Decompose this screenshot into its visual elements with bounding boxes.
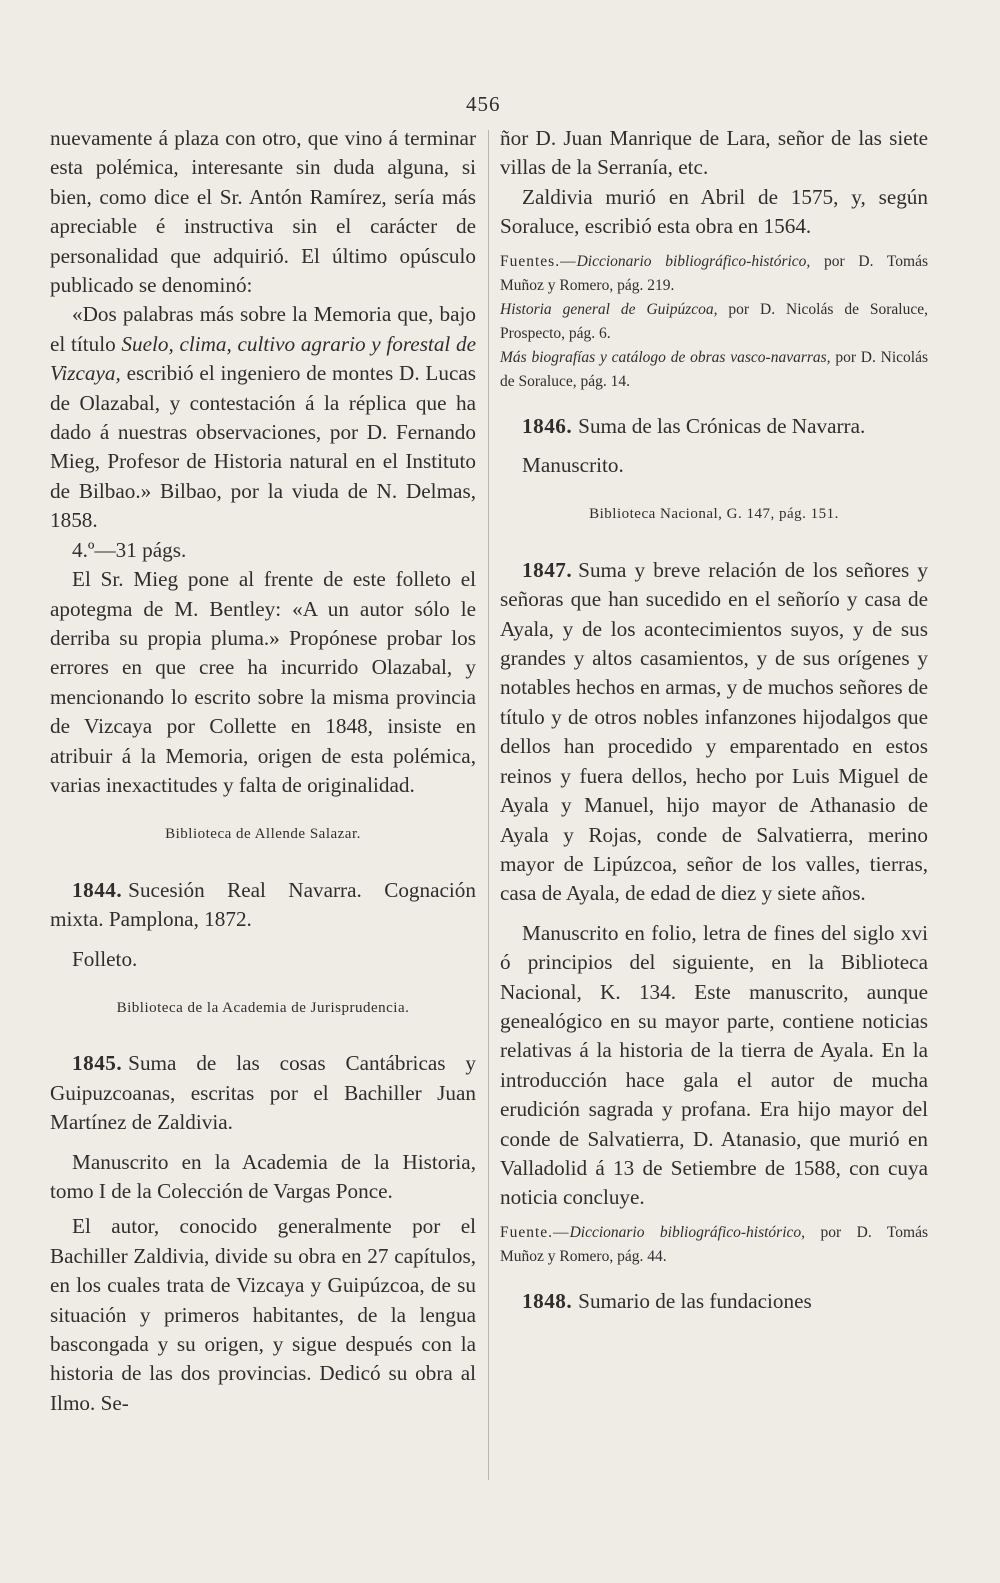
entry-1848 bbox=[500, 1287, 928, 1316]
italic-title: Suelo, clima, cultivo agrario y forestal de Vizcaya, bbox=[50, 331, 476, 386]
italic-title: Diccionario bibliográfico-histórico, bbox=[569, 1223, 806, 1241]
entry-type: Folleto. bbox=[72, 946, 138, 971]
entry-number: 1844. bbox=[72, 877, 123, 902]
right-column bbox=[500, 124, 928, 1316]
paragraph: Zaldivia murió en Abril de 1575, y, según Soraluce, escribió esta obra en 1564. bbox=[500, 184, 928, 239]
paragraph: Manuscrito en folio, letra de fines del siglo xvi ó principios del siguiente, en la Biblioteca Nacional, K. 134. Este manuscrito, aunque genealógico en su mayor parte, contiene noticias relativas á la historia de la tierra de Ayala. En la introducción hace gala el autor de mucha erudición sagrada y profana. Era hijo mayor del conde de Salvatierra, D. Atanasio, que murió en Valladolid á 13 de Setiembre de 1588, con cuya noticia concluye. bbox=[500, 920, 928, 1210]
text-run: por D. Nicolás de Soraluce, pág. 14. bbox=[500, 348, 928, 390]
italic-title: Más biografías y catálogo de obras vasco-navarras, bbox=[500, 348, 831, 366]
paragraph: Manuscrito en la Academia de la Historia, tomo I de la Colección de Vargas Ponce. bbox=[50, 1149, 476, 1203]
text-run: por D. Nicolás de Soraluce, Prospecto, pág. 6. bbox=[500, 300, 928, 342]
entry-number: 1846. bbox=[522, 413, 573, 438]
text-run: por D. Tomás Muñoz y Romero, pág. 44. bbox=[500, 1223, 928, 1265]
entry-title: Suma de las cosas Cantábricas y Guipuzcoanas, escritas por el Bachiller Juan Martínez de Zaldivia. bbox=[50, 1051, 476, 1135]
text-run: escribió el ingeniero de montes D. Lucas de Olazabal, y contestación á la réplica que ha dado á nuestras observaciones, por D. Fernando Mieg, Profesor de Historia natural en el Instituto de Bilbao.» Bilbao, por la viuda de N. Delmas, 1858. bbox=[50, 361, 476, 533]
entry-title: Sumario de las fundaciones bbox=[578, 1288, 812, 1313]
italic-title: Historia general de Guipúzcoa, bbox=[500, 300, 718, 318]
entry-1844 bbox=[50, 876, 476, 935]
source-note: Biblioteca de Allende Salazar. bbox=[165, 826, 361, 843]
source-note: Biblioteca Nacional, G. 147, pág. 151. bbox=[589, 506, 839, 523]
entry-1846 bbox=[500, 412, 928, 441]
paragraph: ñor D. Juan Manrique de Lara, señor de las siete villas de la Serranía, etc. bbox=[500, 126, 928, 180]
fuentes-note bbox=[500, 298, 928, 346]
fuentes-label: Fuentes.— bbox=[500, 252, 577, 270]
page-number: 456 bbox=[466, 92, 501, 116]
fuentes-label: Fuente.— bbox=[500, 1223, 570, 1241]
fuentes-note bbox=[500, 346, 928, 394]
paragraph bbox=[50, 300, 476, 535]
entry-title: Suma y breve relación de los señores y señoras que han sucedido en el señorío y casa de Ayala, y de los acontecimientos suyos, y de sus grandes y altos casamientos, y de sus orígenes y notables hechos en armas, y de muchos señores de título y de otros nobles infanzones hijodalgos que dellos han procedido y emparentado en estos reinos y fuera dellos, hecho por Luis Miguel de Ayala y Manuel, hijo mayor de Athanasio de Ayala y Rojas, conde de Salvatierra, merino mayor de Lipúzcoa, señor de los valles, tierras, casa de Ayala, de edad de diez y siete años. bbox=[500, 557, 928, 906]
fuentes-note bbox=[500, 1221, 928, 1269]
fuentes-note bbox=[500, 250, 928, 298]
paragraph: El autor, conocido generalmente por el Bachiller Zaldivia, divide su obra en 27 capítulos, en los cuales trata de Vizcaya y Guipúzcoa, de su situación y primeros habitantes, de la lengua bascongada y su origen, y sigue después con la historia de las dos provincias. Dedicó su obra al Ilmo. Se- bbox=[50, 1214, 476, 1415]
entry-1845 bbox=[50, 1049, 476, 1137]
entry-1847 bbox=[500, 556, 928, 909]
entry-title: Suma de las Crónicas de Navarra. bbox=[578, 413, 866, 438]
entry-number: 1845. bbox=[72, 1051, 123, 1076]
paragraph: nuevamente á plaza con otro, que vino á terminar esta polémica, interesante sin duda alguna, si bien, como dice el Sr. Antón Ramírez, sería más apreciable é instructiva sin el carácter de personalidad que adquirió. El último opúsculo publicado se denominó: bbox=[50, 126, 476, 298]
source-note: Biblioteca de la Academia de Jurisprudencia. bbox=[116, 999, 410, 1016]
entry-number: 1848. bbox=[522, 1288, 573, 1313]
entry-title: Sucesión Real Navarra. Cognación mixta. Pamplona, 1872. bbox=[50, 877, 476, 932]
text-run: «Dos palabras más sobre la Memoria que, bajo el título bbox=[50, 302, 476, 356]
text-run: por D. Tomás Muñoz y Romero, pág. 219. bbox=[500, 252, 928, 294]
paragraph: El Sr. Mieg pone al frente de este folleto el apotegma de M. Bentley: «A un autor sólo le derriba su propia pluma.» Propónese probar los errores en que cree ha incurrido Olazabal, y mencionando lo escrito sobre la misma provincia de Vizcaya por Collette en 1848, insiste en atribuir á la Memoria, origen de esta polémica, varias inexactitudes y falta de originalidad. bbox=[50, 567, 476, 797]
column-divider bbox=[488, 130, 489, 1480]
entry-type: Manuscrito. bbox=[522, 453, 624, 478]
entry-number: 1847. bbox=[522, 557, 573, 582]
paragraph: 4.º—31 págs. bbox=[72, 537, 187, 562]
left-column bbox=[50, 124, 476, 1418]
italic-title: Diccionario bibliográfico-histórico, bbox=[576, 252, 811, 270]
